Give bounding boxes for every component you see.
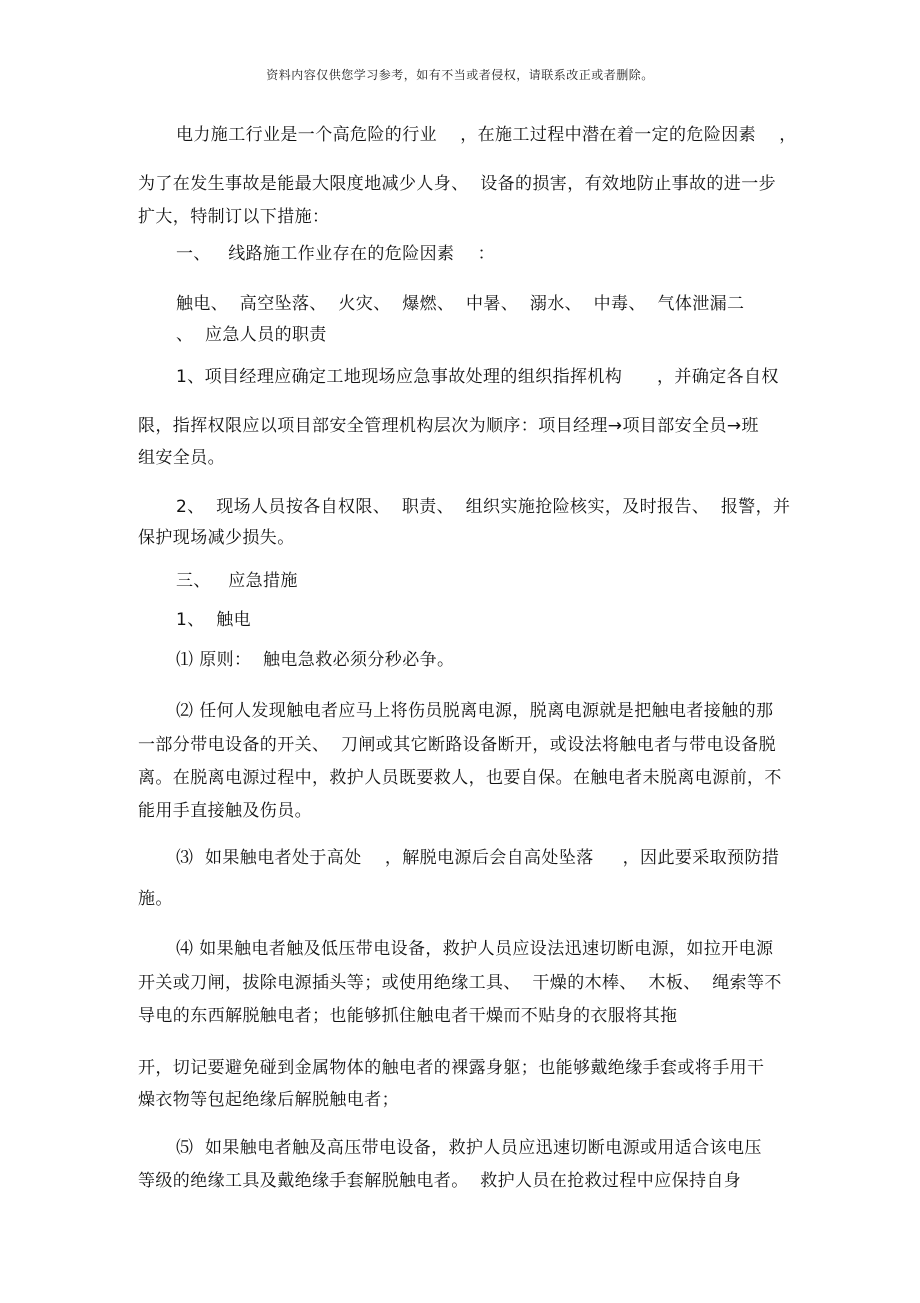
paragraph-intro-line-3: 扩大，特制订以下措施： [138,207,330,227]
item-1-line-1: 1、项目经理应确定工地现场应急事故处理的组织指挥机构 ，并确定各自权 [176,367,779,387]
section-heading-1: 一、 线路施工作业存在的危险因素 ： [176,244,496,264]
header-disclaimer: 资料内容仅供您学习参考，如有不当或者侵权，请联系改正或者删除。 [266,68,654,82]
measure-2-line-2: 一部分带电设备的开关、 刀闸或其它断路设备断开，或设法将触电者与带电设备脱 [138,735,777,755]
hazard-list-line: 触电、 高空坠落、 火灾、 爆燃、 中暑、 溺水、 中毒、 气体泄漏二 [176,294,745,314]
measure-2-line-1: ⑵ 任何人发现触电者应马上将伤员脱离电源，脱离电源就是把触电者接触的那 [176,701,774,721]
measure-2-line-3: 离。在脱离电源过程中，救护人员既要救人，也要自保。在触电者未脱离电源前，不 [138,768,782,788]
paragraph-intro-line-1: 电力施工行业是一个高危险的行业 ，在施工过程中潜在着一定的危险因素 ， [176,125,797,145]
measure-4-line-4: 开，切记要避免碰到金属物体的触电者的裸露身躯；也能够戴绝缘手套或将手用干 [138,1058,765,1078]
measure-1-line: ⑴ 原则： 触电急救必须分秒必争。 [176,650,455,670]
item-2-line-2: 保护现场减少损失。 [138,528,295,548]
section-heading-2: 、 应急人员的职责 [176,325,327,345]
measure-4-line-5: 燥衣物等包起绝缘后解脱触电者； [138,1090,399,1110]
measure-2-line-4: 能用手直接触及伤员。 [138,801,312,821]
subsection-heading-electric-shock: 1、 触电 [176,610,252,630]
item-1-line-3: 组安全员。 [138,448,225,468]
measure-3-line-2: 施。 [138,889,173,909]
measure-4-line-1: ⑷ 如果触电者触及低压带电设备，救护人员应设法迅速切断电源，如拉开电源 [176,939,774,959]
item-2-line-1: 2、 现场人员按各自权限、 职责、 组织实施抢险核实，及时报告、 报警，并 [176,497,791,517]
measure-4-line-3: 导电的东西解脱触电者；也能够抓住触电者干燥而不贴身的衣服将其拖 [138,1006,678,1026]
paragraph-intro-line-2: 为了在发生事故是能最大限度地减少人身、 设备的损害，有效地防止事故的进一步 [138,174,777,194]
measure-3-line-1: ⑶ 如果触电者处于高处 ，解脱电源后会自高处坠落 ，因此要采取预防措 [176,848,780,868]
item-1-line-2: 限，指挥权限应以项目部安全管理机构层次为顺序：项目经理→项目部安全员→班 [138,416,759,436]
measure-5-line-1: ⑸ 如果触电者触及高压带电设备，救护人员应迅速切断电源或用适合该电压 [176,1138,762,1158]
measure-5-line-2: 等级的绝缘工具及戴绝缘手套解脱触电者。 救护人员在抢救过程中应保持自身 [138,1171,742,1191]
measure-4-line-2: 开关或刀闸，拔除电源插头等；或使用绝缘工具、 干燥的木棒、 木板、 绳索等不 [138,973,782,993]
section-heading-3: 三、 应急措施 [176,571,298,591]
